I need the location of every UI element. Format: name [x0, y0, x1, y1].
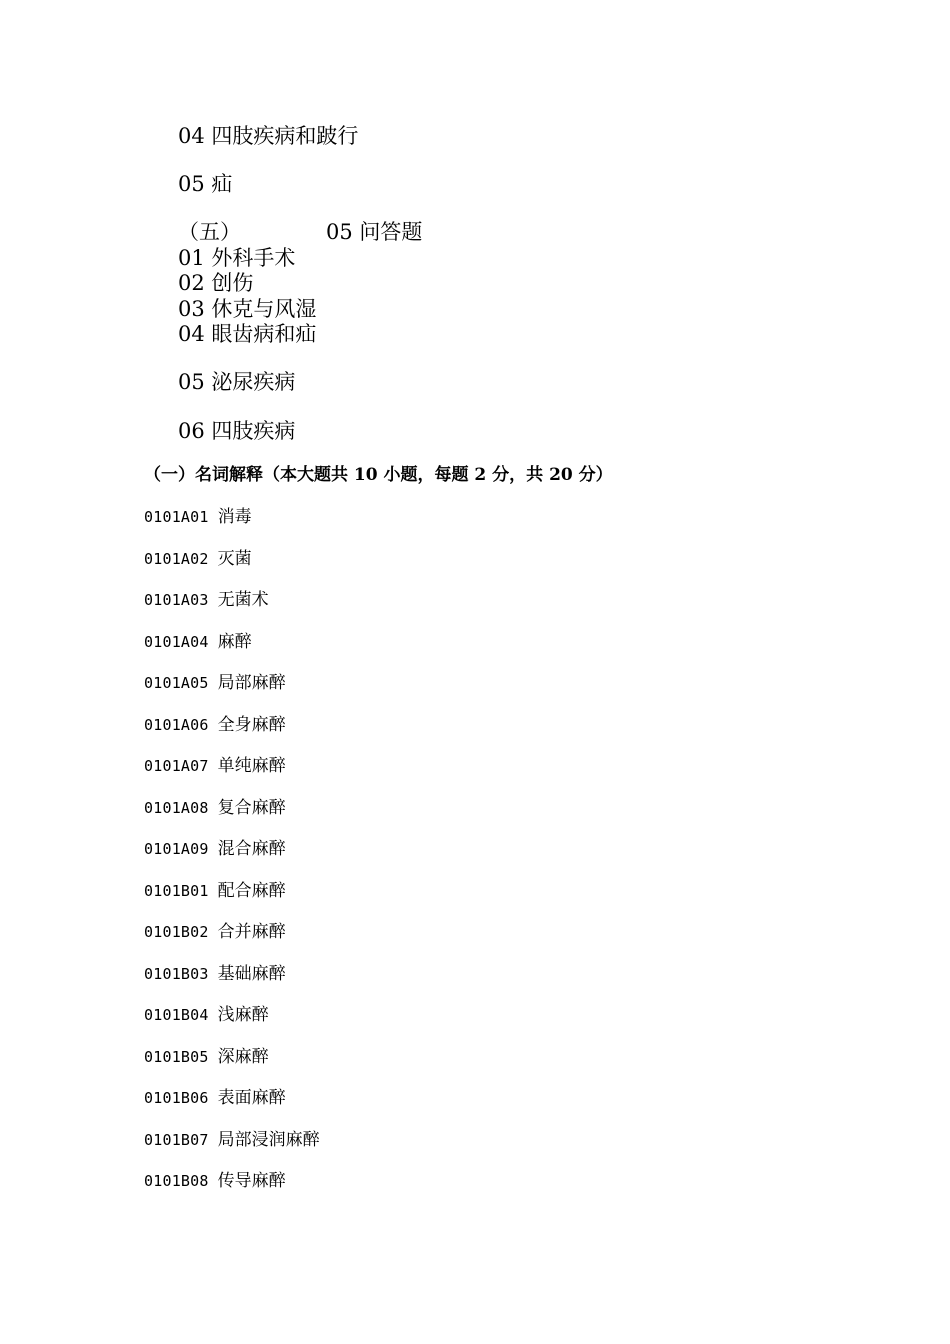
term-text: 局部浸润麻醉 — [217, 1129, 320, 1150]
term-item — [144, 504, 320, 546]
term-item — [144, 961, 320, 1003]
term-text: 麻醉 — [217, 631, 252, 652]
term-item — [144, 753, 320, 795]
outline-item-trauma: 02 创伤 — [178, 271, 254, 295]
term-item — [144, 587, 320, 629]
term-item — [144, 629, 320, 671]
term-item — [144, 1127, 320, 1169]
term-text: 复合麻醉 — [217, 797, 286, 818]
term-text: 表面麻醉 — [217, 1088, 286, 1108]
outline-item-shock: 03 休克与风湿 — [178, 297, 317, 321]
term-text: 单纯麻醉 — [217, 756, 286, 776]
outline-group-tag: （五） — [178, 220, 241, 244]
outline-item-eye-teeth: 04 眼齿病和疝 — [178, 322, 317, 346]
term-text: 深麻醉 — [217, 1046, 269, 1067]
term-text: 合并麻醉 — [217, 922, 286, 942]
term-item — [144, 546, 320, 588]
term-code: 0101A02 — [144, 549, 209, 568]
term-text: 混合麻醉 — [217, 839, 286, 859]
term-item — [144, 1044, 320, 1086]
term-code: 0101B03 — [144, 964, 209, 983]
term-list — [144, 504, 320, 1210]
term-code: 0101A05 — [144, 674, 209, 692]
outline-line-hernia: 05 疝 — [178, 172, 233, 196]
term-code: 0101A04 — [144, 632, 209, 651]
term-code: 0101B06 — [144, 1089, 209, 1107]
term-item — [144, 1002, 320, 1044]
section-heading: （一）名词解释（本大题共 10 小题，每题 2 分，共 20 分） — [144, 465, 613, 485]
term-code: 0101A09 — [144, 840, 209, 858]
outline-line-urinary: 05 泌尿疾病 — [178, 370, 296, 394]
term-code: 0101A01 — [144, 508, 209, 526]
term-item — [144, 712, 320, 754]
term-item — [144, 795, 320, 837]
term-code: 0101B05 — [144, 1047, 209, 1066]
term-text: 局部麻醉 — [217, 673, 286, 693]
term-text: 传导麻醉 — [217, 1171, 286, 1191]
term-text: 配合麻醉 — [217, 880, 286, 901]
term-code: 0101B04 — [144, 1006, 209, 1024]
term-code: 0101A08 — [144, 798, 209, 817]
term-text: 基础麻醉 — [217, 963, 286, 984]
term-text: 全身麻醉 — [217, 714, 286, 735]
term-code: 0101A03 — [144, 591, 209, 609]
term-item — [144, 836, 320, 878]
term-item — [144, 919, 320, 961]
term-text: 消毒 — [217, 507, 252, 527]
term-text: 灭菌 — [217, 548, 252, 569]
outline-group-header — [178, 219, 422, 245]
outline-group-title: 05 问答题 — [326, 220, 423, 244]
term-item — [144, 670, 320, 712]
term-code: 0101B07 — [144, 1130, 209, 1149]
term-item — [144, 1085, 320, 1127]
term-item — [144, 1168, 320, 1210]
term-text: 无菌术 — [217, 590, 269, 610]
outline-line-limb: 06 四肢疾病 — [178, 419, 296, 443]
term-code: 0101B02 — [144, 923, 209, 941]
term-code: 0101A07 — [144, 757, 209, 775]
outline-item-surgery: 01 外科手术 — [178, 246, 296, 270]
term-text: 浅麻醉 — [217, 1005, 269, 1025]
term-code: 0101B08 — [144, 1172, 209, 1190]
term-code: 0101B01 — [144, 881, 209, 900]
term-item — [144, 878, 320, 920]
term-code: 0101A06 — [144, 715, 209, 734]
outline-line-limb-lameness: 04 四肢疾病和跛行 — [178, 124, 359, 148]
